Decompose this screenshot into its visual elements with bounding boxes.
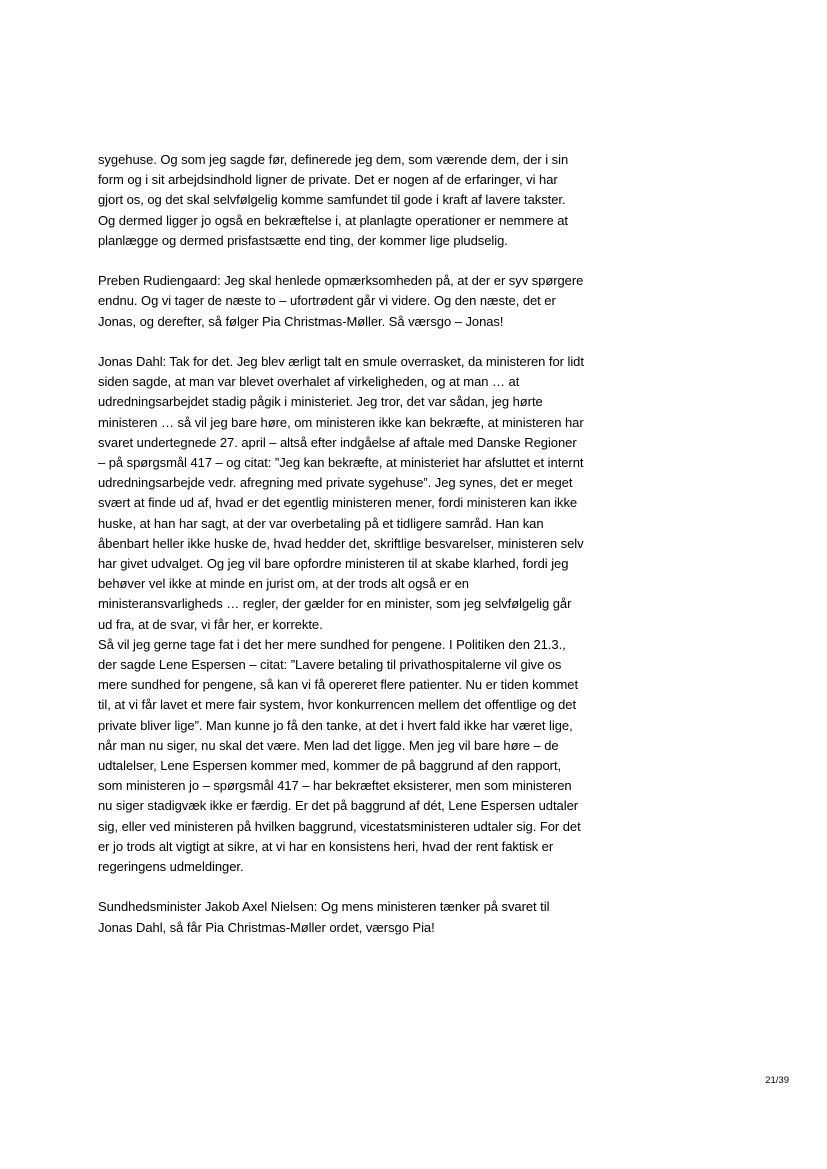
paragraph-jonas-dahl-continued: Så vil jeg gerne tage fat i det her mere sundhed for pengene. I Politiken den 21.3., der sagde Lene Espersen – citat: ”Lavere betaling til privathospitalerne vil give os mere sundhed for pengene, så kan vi få opereret flere patienter. Nu er tiden kommet til, at vi får lavet et mere fair system, hvor konkurrencen mellem det offentlige og det private bliver lige”. Man kunne jo få den tanke, at det i hvert fald ikke har været lige, når man nu siger, nu skal det være. Men lad det ligge. Men jeg vil bare høre – de udtalelser, Lene Espersen kommer med, kommer de på baggrund af den rapport, som ministeren jo – spørgsmål 417 – har bekræftet eksisterer, men som ministeren nu siger stadigvæk ikke er færdig. Er det på baggrund af dét, Lene Espersen udtaler sig, eller ved ministeren på hvilken baggrund, vicestatsministeren udtaler sig. For det er jo trods alt vigtigt at sikre, at vi har en konsistens heri, hvad der rent faktisk er regeringens udmeldinger. — [98, 636, 581, 875]
paragraph-sundhedsminister: Sundhedsminister Jakob Axel Nielsen: Og mens ministeren tænker på svaret til Jonas Dahl, så får Pia Christmas-Møller ordet, værsgo Pia! — [98, 899, 550, 935]
paragraph-jonas-dahl: Jonas Dahl: Tak for det. Jeg blev ærligt talt en smule overrasket, da ministeren for lidt siden sagde, at man var blevet overhalet af virkeligheden, og at man … at udredningsarbejdet stadig pågik i ministeriet. Jeg tror, det var sådan, jeg hørte ministeren … så vil jeg bare høre, om ministeren ikke kan bekræfte, at ministeren har svaret undertegnede 27. april – altså efter indgåelse af aftale med Danske Regioner – på spørgsmål 417 – og citat: ”Jeg kan bekræfte, at ministeriet har afsluttet et internt udredningsarbejde vedr. afregning med private sygehuse”. Jeg synes, det er meget svært at finde ud af, hvad er det egentlig ministeren mener, fordi ministeren kan ikke huske, at han har sagt, at der var overbetaling på et tidligere samråd. Han kan åbenbart heller ikke huske de, hvad hedder det, skriftlige besvarelser, ministeren selv har givet udvalget. Og jeg vil bare opfordre ministeren til at skabe klarhed, fordi jeg behøver vel ikke at minde en jurist om, at der trods alt også er en ministeransvarligheds … regler, der gælder for en minister, som jeg selvfølgelig går ud fra, at de svar, vi får her, er korrekte. — [98, 354, 584, 632]
transcript-body — [98, 150, 584, 938]
paragraph-minister-continuation: sygehuse. Og som jeg sagde før, definerede jeg dem, som værende dem, der i sin form og i sit arbejdsindhold ligner de private. Det er nogen af de erfaringer, vi har gjort os, og det skal selvfølgelig komme samfundet til gode i kraft af lavere takster. Og dermed ligger jo også en bekræftelse i, at planlagte operationer er nemmere at planlægge og dermed prisfastsætte end ting, der kommer lige pludselig. — [98, 152, 569, 248]
paragraph-preben-rudiengaard: Preben Rudiengaard: Jeg skal henlede opmærksomheden på, at der er syv spørgere endnu. Og vi tager de næste to – ufortrødent går vi videre. Og den næste, det er Jonas, og derefter, så følger Pia Christmas-Møller. Så værsgo – Jonas! — [98, 273, 584, 329]
page-number: 21/39 — [765, 1075, 789, 1086]
